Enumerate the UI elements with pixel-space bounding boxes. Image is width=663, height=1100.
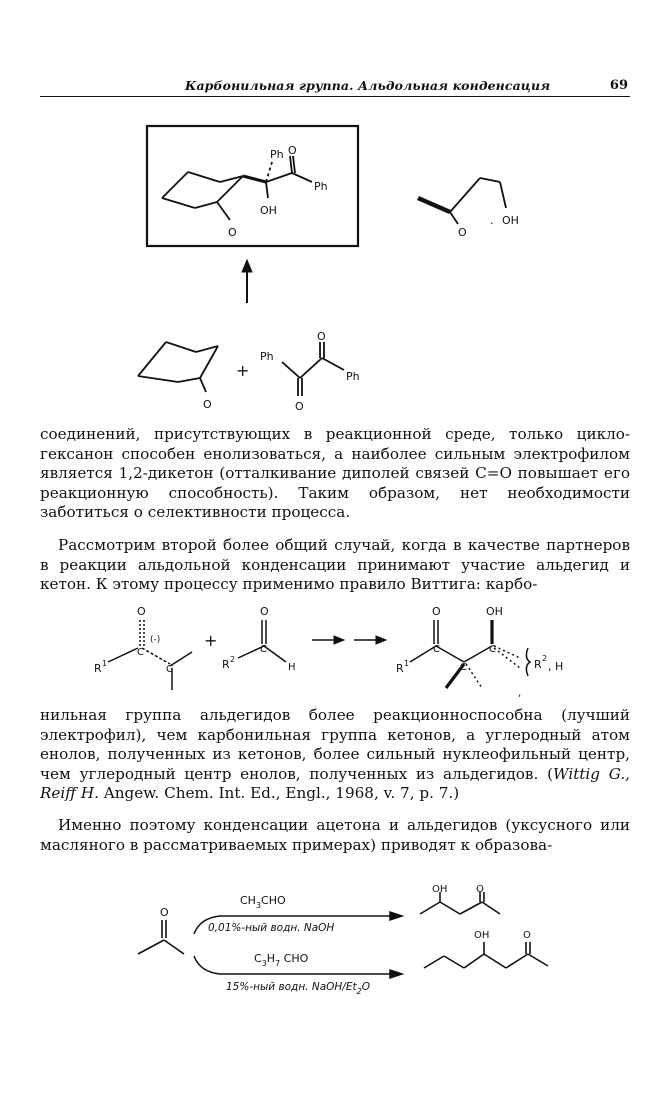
citation-authors: Wittig G., Reiff H. xyxy=(40,764,631,803)
paragraph-3-main: нильная группа альдегидов более реакционноспособна (лучший электрофил), чем карбонильная группа кетонов, а углеродный атом енолов, полученных из кетонов, более сильный нуклеофильный центр, чем углеродный центр енолов, полученных из альдегидов. xyxy=(40,706,630,783)
fig2-r1-sup: 1 xyxy=(102,659,108,668)
enolate-bonds xyxy=(108,620,192,690)
product-upper-oh: OH xyxy=(432,884,448,895)
product-upper-o: O xyxy=(476,884,484,895)
lower-conditions: 15%-ный водн. NaOH/$Et_2O$ xyxy=(226,981,370,996)
citation-journal: Angew. Chem. Int. Ed., Engl., 1968, v. 7, p. 7.) xyxy=(98,784,460,803)
fig2-c1: C xyxy=(137,647,144,658)
product-lower-bonds xyxy=(424,942,548,968)
product-lower-oh: OH xyxy=(474,930,490,941)
fig2-h2: , H xyxy=(548,660,564,673)
label-ph-top: Ph xyxy=(270,148,284,161)
paragraph-3-open: ( xyxy=(547,764,554,783)
acetone-o: O xyxy=(160,906,169,919)
reaction-arrow-up xyxy=(242,260,252,303)
label-o-top: O xyxy=(288,144,297,157)
double-arrow xyxy=(312,636,386,644)
running-title: Карбонильная группа. Альдольная конденсация xyxy=(185,78,551,93)
fig2-c5: C xyxy=(460,662,467,673)
fig2-r2b-sup: 2 xyxy=(542,654,548,663)
side-label-dot: . xyxy=(490,214,494,227)
reactant-cyclohexanone xyxy=(138,342,218,392)
fig2-r2: R xyxy=(222,658,230,671)
fig2-r2-sup: 2 xyxy=(230,655,236,664)
fig2-r2b: R xyxy=(534,658,542,671)
fig2-tick: , xyxy=(518,688,522,699)
paragraph-2: Рассмотрим второй более общий случай, когда в качестве партнеров в реакции альдольной конденсации принимают участие альдегид и кетон. К этому процессу применимо правило Виттига: карбо- xyxy=(40,536,630,594)
lower-reagent: $C_3H_7$ CHO xyxy=(254,952,309,968)
reactant-label-o-ring: O xyxy=(203,398,212,411)
fig2-h1: H xyxy=(288,662,296,673)
reactant-plus: + xyxy=(236,361,250,380)
aldol-product-bonds xyxy=(410,620,530,688)
reactant-label-o-top: O xyxy=(317,330,326,343)
upper-conditions: 0,01%-ный водн. NaOH xyxy=(208,922,335,934)
figure-aldol-cyclohexanone xyxy=(100,120,560,415)
aldehyde-bonds xyxy=(238,620,286,662)
product-upper-bonds xyxy=(420,892,500,914)
product-lower-o: O xyxy=(523,930,531,941)
fig2-c6: C xyxy=(489,644,496,655)
fig2-r1b: R xyxy=(396,662,404,675)
acetone-bonds xyxy=(138,920,184,954)
fig2-plus: + xyxy=(204,631,218,650)
fig2-c2: C xyxy=(166,664,173,675)
fig2-o1: O xyxy=(137,605,146,618)
fig2-r1b-sup: 1 xyxy=(404,659,410,668)
paragraph-3 xyxy=(40,706,630,804)
reactant-label-ph-left: Ph xyxy=(260,350,274,363)
figure-acetone-condensation xyxy=(130,884,550,1010)
label-oh: OH xyxy=(260,204,277,217)
side-label-o: O xyxy=(458,226,467,239)
fig2-r1: R xyxy=(94,662,102,675)
side-label-oh: OH xyxy=(502,214,519,227)
figure-enolate-aldehyde xyxy=(80,600,600,702)
fig2-c4: C xyxy=(433,644,440,655)
fig2-minus: (-) xyxy=(150,635,161,645)
reactant-label-o-bottom: O xyxy=(295,400,304,413)
reactant-label-ph-right: Ph xyxy=(346,370,360,383)
fig2-oh: OH xyxy=(486,605,503,618)
fig2-c3: C xyxy=(260,644,267,655)
label-o-ring: O xyxy=(228,226,237,239)
upper-reagent: $CH_3CHO$ xyxy=(240,894,286,910)
product-ring xyxy=(162,156,312,220)
paragraph-1: соединений, присутствующих в реакционной среде, только циклогексанон способен енолизоваться, а наиболее сильным электрофилом является 1,2-дикетон (отталкивание диполей связей C=O повышает его реакционную способность). Таким образом, нет необходимости заботиться о селективности процесса. xyxy=(40,425,630,522)
fig2-o3: O xyxy=(432,605,441,618)
running-header xyxy=(40,78,630,97)
reactant-diketone xyxy=(282,342,344,396)
fig2-o2: O xyxy=(260,605,269,618)
page-number: 69 xyxy=(609,78,628,93)
label-ph-right: Ph xyxy=(314,180,328,193)
paragraph-4: Именно поэтому конденсации ацетона и альдегидов (уксусного или масляного в рассматриваемых примерах) приводят к образова- xyxy=(40,816,630,854)
